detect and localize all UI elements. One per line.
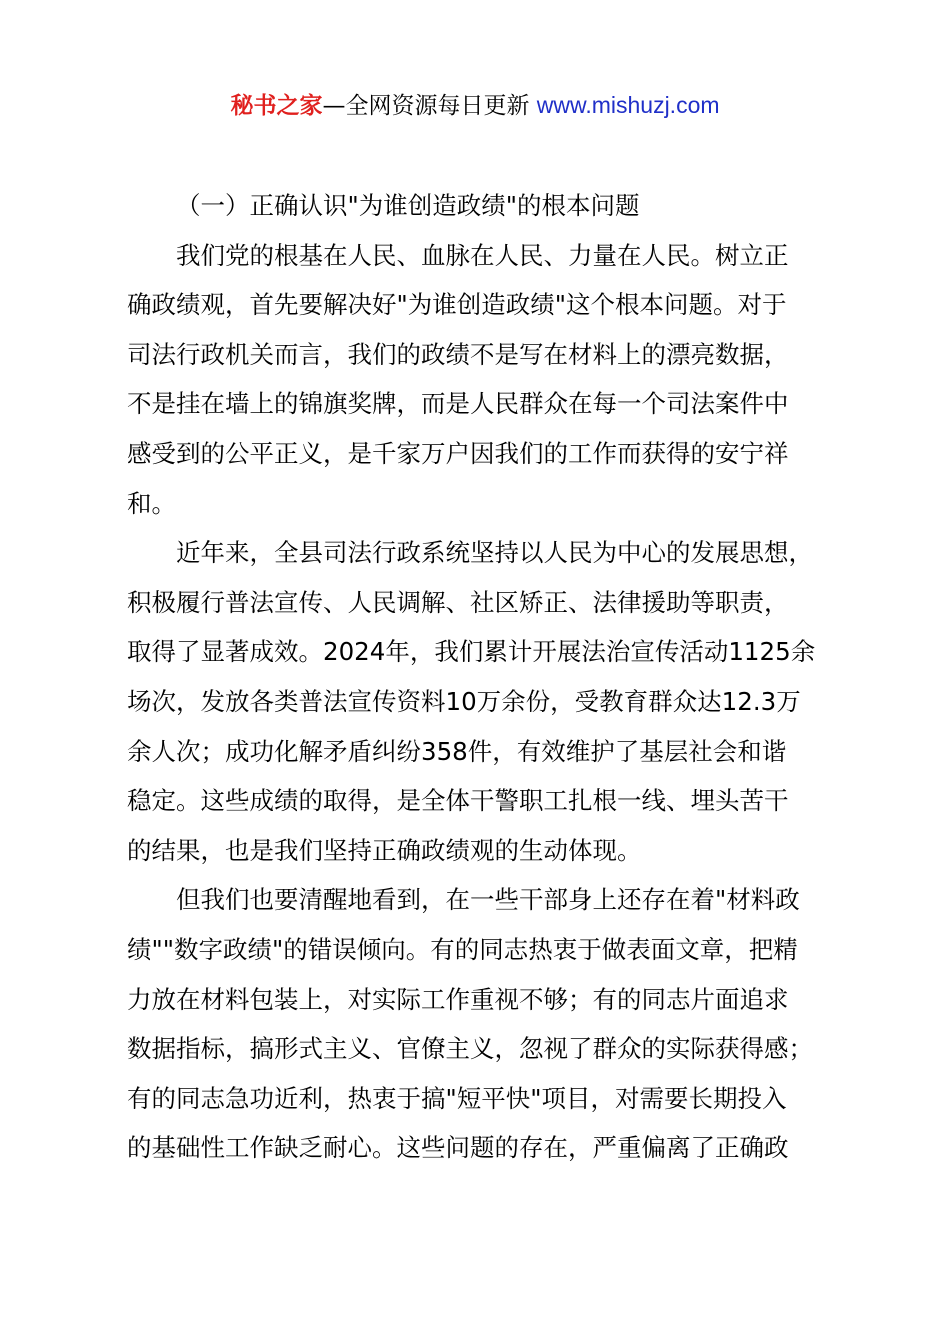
- brand-name: 秘书之家: [230, 93, 323, 119]
- paragraph-line: 场次，发放各类普法宣传资料10万余份，受教育群众达12.3万: [127, 686, 801, 716]
- paragraph-line: 近年来，全县司法行政系统坚持以人民为中心的发展思想，: [176, 538, 813, 568]
- paragraph-1: [127, 231, 833, 529]
- paragraph-line: 感受到的公平正义，是千家万户因我们的工作而获得的安宁祥: [127, 438, 789, 468]
- paragraph-line: 的结果，也是我们坚持正确政绩观的生动体现。: [127, 835, 642, 865]
- section-heading: （一）正确认识"为谁创造政绩"的根本问题: [176, 191, 640, 220]
- paragraph-line: 确政绩观，首先要解决好"为谁创造政绩"这个根本问题。对于: [127, 290, 787, 320]
- paragraph-line: 余人次；成功化解矛盾纠纷358件，有效维护了基层社会和谐: [127, 736, 787, 766]
- paragraph-line: 但我们也要清醒地看到，在一些干部身上还存在着"材料政: [176, 885, 800, 915]
- paragraph-line: 有的同志急功近利，热衷于搞"短平快"项目，对需要长期投入: [127, 1083, 787, 1113]
- header-url-link[interactable]: www.mishuzj.com: [536, 92, 720, 118]
- paragraph-line: 数据指标，搞形式主义、官僚主义，忽视了群众的实际获得感；: [127, 1034, 813, 1064]
- paragraph-line: 的基础性工作缺乏耐心。这些问题的存在，严重偏离了正确政: [127, 1133, 789, 1163]
- paragraph-line: 不是挂在墙上的锦旗奖牌，而是人民群众在每一个司法案件中: [127, 389, 789, 419]
- paragraph-3: [127, 875, 833, 1173]
- paragraph-line: 取得了显著成效。2024年，我们累计开展法治宣传活动1125余: [127, 637, 816, 667]
- paragraph-line: 绩""数字政绩"的错误倾向。有的同志热衷于做表面文章，把精: [127, 934, 798, 964]
- paragraph-2: [127, 528, 833, 875]
- paragraph-line: 力放在材料包装上，对实际工作重视不够；有的同志片面追求: [127, 984, 789, 1014]
- document-body: [127, 181, 833, 1173]
- paragraph-line: 稳定。这些成绩的取得，是全体干警职工扎根一线、埋头苦干: [127, 786, 789, 816]
- header-slogan: —全网资源每日更新: [322, 93, 537, 119]
- paragraph-line: 我们党的根基在人民、血脉在人民、力量在人民。树立正: [176, 240, 789, 270]
- site-header: [0, 88, 950, 123]
- paragraph-line: 司法行政机关而言，我们的政绩不是写在材料上的漂亮数据，: [127, 339, 789, 369]
- paragraph-line: 和。: [127, 488, 176, 518]
- paragraph-line: 积极履行普法宣传、人民调解、社区矫正、法律援助等职责，: [127, 587, 789, 617]
